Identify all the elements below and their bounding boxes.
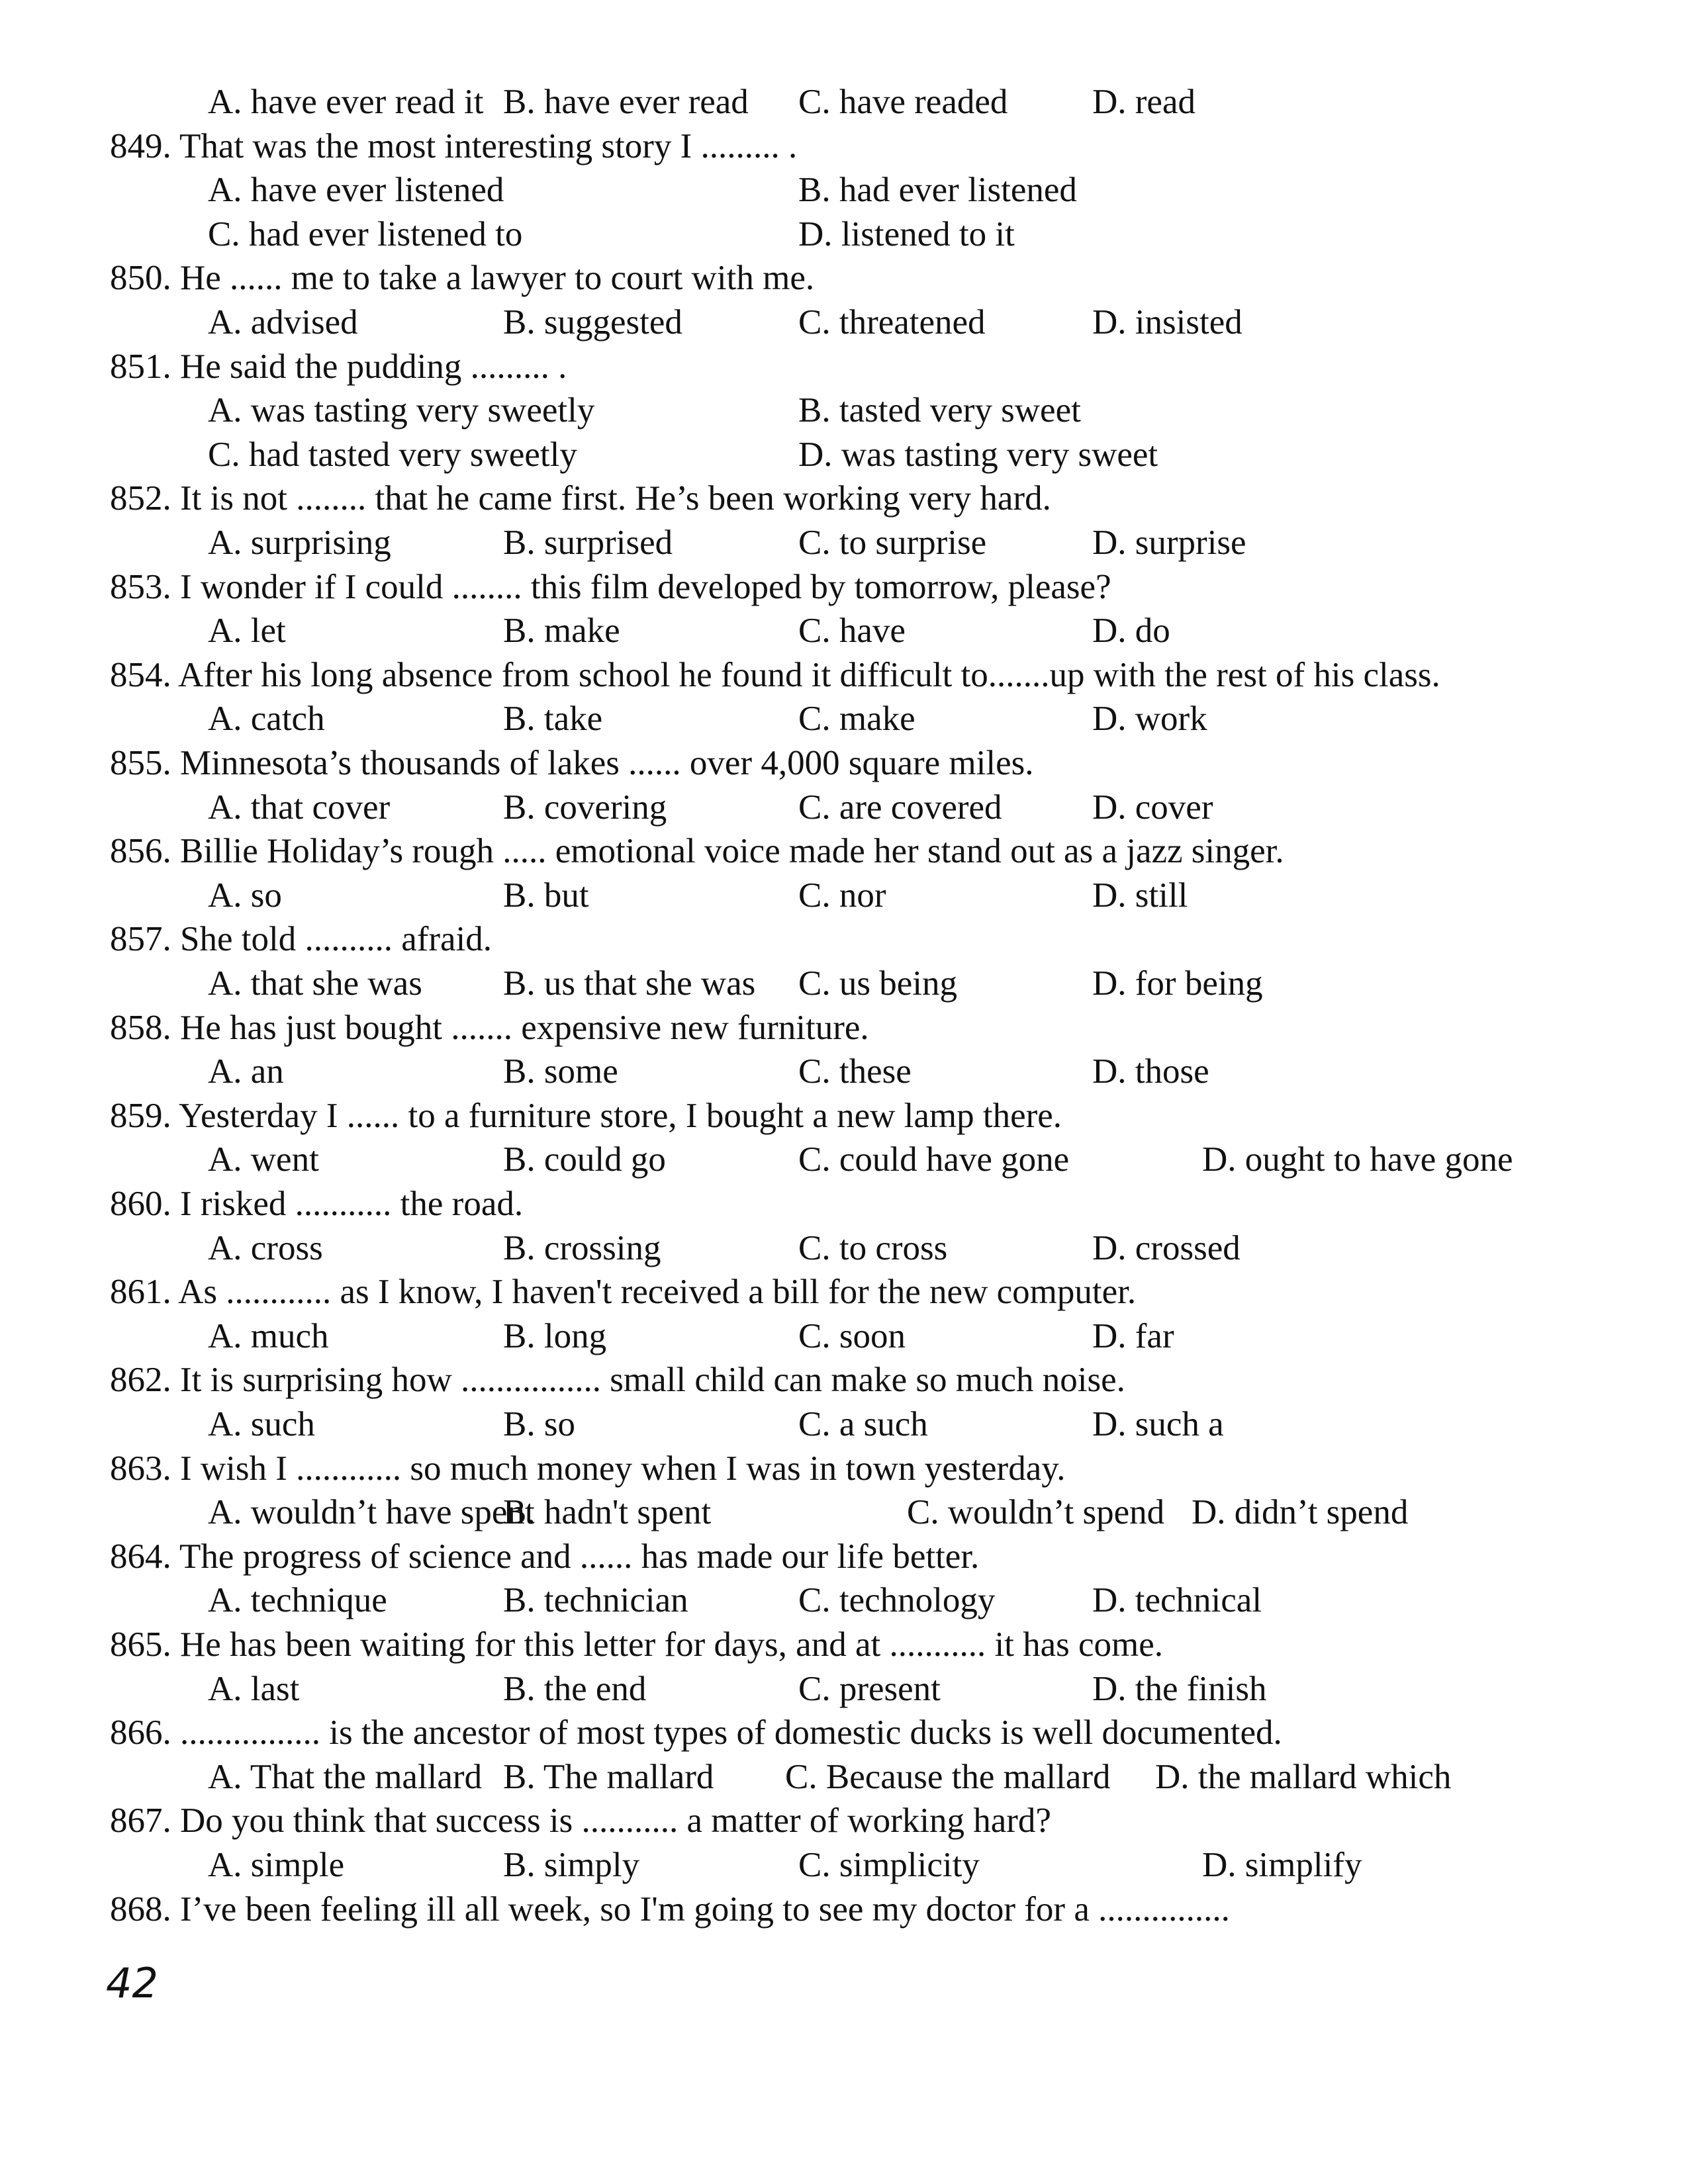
answer-option: B. take (503, 700, 603, 739)
answer-option: C. soon (798, 1316, 906, 1355)
answer-option: C. have (798, 612, 906, 651)
answer-option: A. such (208, 1405, 315, 1443)
answer-option: B. hadn't spent (503, 1493, 712, 1532)
answer-option: A. went (208, 1140, 319, 1179)
answer-option: D. still (1092, 876, 1188, 915)
answer-option: B. crossing (503, 1228, 661, 1267)
answer-option: C. have readed (798, 83, 1008, 121)
answer-options-line (0, 1754, 1688, 1799)
answer-option: B. technician (503, 1581, 688, 1620)
answer-options-line (0, 696, 1688, 741)
answer-options-line (0, 432, 1688, 477)
question-text: 861. As ............ as I know, I haven't received a bill for the new computer. (110, 1273, 1137, 1312)
question-text: 854. After his long absence from school he found it difficult to.......up with the rest of his class. (110, 655, 1440, 694)
question-text: 852. It is not ........ that he came first. He’s been working very hard. (110, 479, 1051, 518)
answer-option: B. have ever read (503, 83, 749, 121)
question-text: 867. Do you think that success is ........... a matter of working hard? (110, 1801, 1051, 1841)
answer-option: A. wouldn’t have spent (208, 1493, 535, 1532)
answer-options-line (0, 167, 1688, 212)
answer-option: C. nor (798, 876, 886, 915)
answer-option: C. these (798, 1052, 912, 1091)
question-line (0, 741, 1688, 786)
answer-options-line (0, 608, 1688, 653)
answer-option: D. simplify (1202, 1846, 1362, 1884)
answer-option: C. are covered (798, 788, 1002, 827)
question-line (0, 1798, 1688, 1843)
answer-option: A. so (208, 876, 282, 915)
answer-option: D. the mallard which (1155, 1757, 1452, 1796)
answer-options-line (0, 873, 1688, 918)
question-text: 860. I risked ........... the road. (110, 1185, 524, 1223)
answer-option: D. far (1092, 1316, 1174, 1355)
answer-option: B. some (503, 1052, 618, 1091)
answer-option: B. simply (503, 1846, 640, 1884)
answer-option: C. threatened (798, 303, 986, 341)
question-line (0, 1446, 1688, 1491)
answer-options-line (0, 1578, 1688, 1623)
answer-option: B. the end (503, 1669, 647, 1708)
answer-option: A. was tasting very sweetly (208, 391, 595, 430)
question-line (0, 1887, 1688, 1932)
question-text: 868. I’ve been feeling ill all week, so I'm going to see my doctor for a ............... (110, 1889, 1230, 1929)
answer-options-line (0, 1490, 1688, 1535)
answer-options-line (0, 212, 1688, 257)
answer-options-line (0, 79, 1688, 124)
answer-option: D. do (1092, 612, 1170, 651)
answer-option: B. had ever listened (798, 171, 1077, 210)
question-text: 866. ................ is the ancestor of most types of domestic ducks is well documented. (110, 1713, 1282, 1752)
question-line (0, 829, 1688, 874)
question-text: 865. He has been waiting for this letter for days, and at ........... it has come. (110, 1625, 1164, 1664)
question-text: 853. I wonder if I could ........ this film developed by tomorrow, please? (110, 567, 1111, 606)
answer-options-line (0, 1314, 1688, 1359)
answer-option: B. but (503, 876, 589, 915)
question-line (0, 653, 1688, 698)
answer-options-line (0, 388, 1688, 433)
question-text: 864. The progress of science and ...... has made our life better. (110, 1537, 980, 1576)
answer-option: C. technology (798, 1581, 996, 1620)
answer-option: A. technique (208, 1581, 387, 1620)
answer-option: B. us that she was (503, 964, 756, 1003)
question-text: 863. I wish I ............ so much money when I was in town yesterday. (110, 1449, 1066, 1488)
question-text: 859. Yesterday I ...... to a furniture store, I bought a new lamp there. (110, 1096, 1062, 1135)
question-line (0, 1005, 1688, 1050)
question-line (0, 1534, 1688, 1579)
answer-option: A. let (208, 612, 286, 651)
answer-option: A. much (208, 1316, 329, 1355)
question-text: 850. He ...... me to take a lawyer to court with me. (110, 259, 815, 298)
answer-option: D. technical (1092, 1581, 1262, 1620)
question-line (0, 1181, 1688, 1226)
question-line (0, 344, 1688, 389)
answer-options-line (0, 1049, 1688, 1094)
answer-option: D. was tasting very sweet (798, 435, 1158, 474)
answer-option: B. tasted very sweet (798, 391, 1081, 430)
answer-option: A. have ever listened (208, 171, 504, 210)
question-line (0, 476, 1688, 521)
answer-option: D. ought to have gone (1202, 1140, 1513, 1179)
answer-option: D. surprise (1092, 523, 1246, 562)
answer-option: C. to cross (798, 1228, 948, 1267)
answer-option: A. have ever read it (208, 83, 484, 121)
answer-option: C. could have gone (798, 1140, 1070, 1179)
answer-option: D. crossed (1092, 1228, 1241, 1267)
answer-option: B. make (503, 612, 620, 651)
answer-option: C. us being (798, 964, 957, 1003)
question-line (0, 1622, 1688, 1667)
answer-option: D. those (1092, 1052, 1209, 1091)
answer-option: C. present (798, 1669, 941, 1708)
answer-options-line (0, 1666, 1688, 1711)
question-text: 851. He said the pudding ......... . (110, 347, 567, 386)
answer-options-line (0, 1137, 1688, 1182)
question-text: 858. He has just bought ....... expensive new furniture. (110, 1008, 869, 1047)
question-text: 855. Minnesota’s thousands of lakes ...... over 4,000 square miles. (110, 744, 1034, 782)
question-line (0, 565, 1688, 610)
question-line (0, 917, 1688, 962)
answer-option: C. simplicity (798, 1846, 980, 1884)
answer-option: A. That the mallard (208, 1757, 483, 1796)
answer-option: A. cross (208, 1228, 323, 1267)
question-line (0, 1269, 1688, 1314)
answer-options-line (0, 1226, 1688, 1271)
answer-option: D. didn’t spend (1192, 1493, 1409, 1532)
answer-options-line (0, 520, 1688, 565)
answer-options-line (0, 300, 1688, 345)
answer-option: A. catch (208, 700, 325, 739)
question-line (0, 1093, 1688, 1138)
question-line (0, 255, 1688, 300)
answer-option: B. suggested (503, 303, 682, 341)
question-line (0, 1710, 1688, 1755)
answer-option: A. that she was (208, 964, 422, 1003)
answer-option: B. so (503, 1405, 575, 1443)
answer-option: C. had tasted very sweetly (208, 435, 577, 474)
answer-option: D. work (1092, 700, 1207, 739)
question-text: 862. It is surprising how ................ small child can make so much noise. (110, 1361, 1125, 1400)
answer-option: C. make (798, 700, 915, 739)
answer-option: B. could go (503, 1140, 666, 1179)
answer-options-line (0, 1843, 1688, 1888)
answer-option: B. The mallard (503, 1757, 714, 1796)
answer-option: C. to surprise (798, 523, 987, 562)
question-line (0, 124, 1688, 169)
answer-option: C. had ever listened to (208, 214, 523, 253)
answer-option: A. simple (208, 1846, 345, 1884)
answer-option: C. Because the mallard (785, 1757, 1111, 1796)
answer-option: D. for being (1092, 964, 1263, 1003)
answer-option: D. cover (1092, 788, 1213, 827)
answer-option: C. a such (798, 1405, 928, 1443)
answer-options-line (0, 1402, 1688, 1447)
question-text: 857. She told .......... afraid. (110, 920, 492, 959)
question-text: 849. That was the most interesting story I ......... . (110, 126, 798, 165)
answer-option: A. advised (208, 303, 358, 341)
answer-option: D. insisted (1092, 303, 1243, 341)
answer-option: C. wouldn’t spend (907, 1493, 1165, 1532)
answer-option: A. an (208, 1052, 284, 1091)
answer-option: A. surprising (208, 523, 391, 562)
answer-option: B. long (503, 1316, 607, 1355)
answer-options-line (0, 785, 1688, 830)
answer-option: D. the finish (1092, 1669, 1267, 1708)
answer-option: D. such a (1092, 1405, 1224, 1443)
answer-option: B. surprised (503, 523, 673, 562)
answer-option: B. covering (503, 788, 667, 827)
question-text: 856. Billie Holiday’s rough ..... emotional voice made her stand out as a jazz singer. (110, 832, 1284, 871)
question-line (0, 1357, 1688, 1402)
answer-option: A. that cover (208, 788, 391, 827)
answer-option: D. read (1092, 83, 1196, 121)
page-number: 42 (106, 1959, 158, 2007)
answer-option: A. last (208, 1669, 300, 1708)
answer-option: D. listened to it (798, 214, 1015, 253)
answer-options-line (0, 961, 1688, 1006)
